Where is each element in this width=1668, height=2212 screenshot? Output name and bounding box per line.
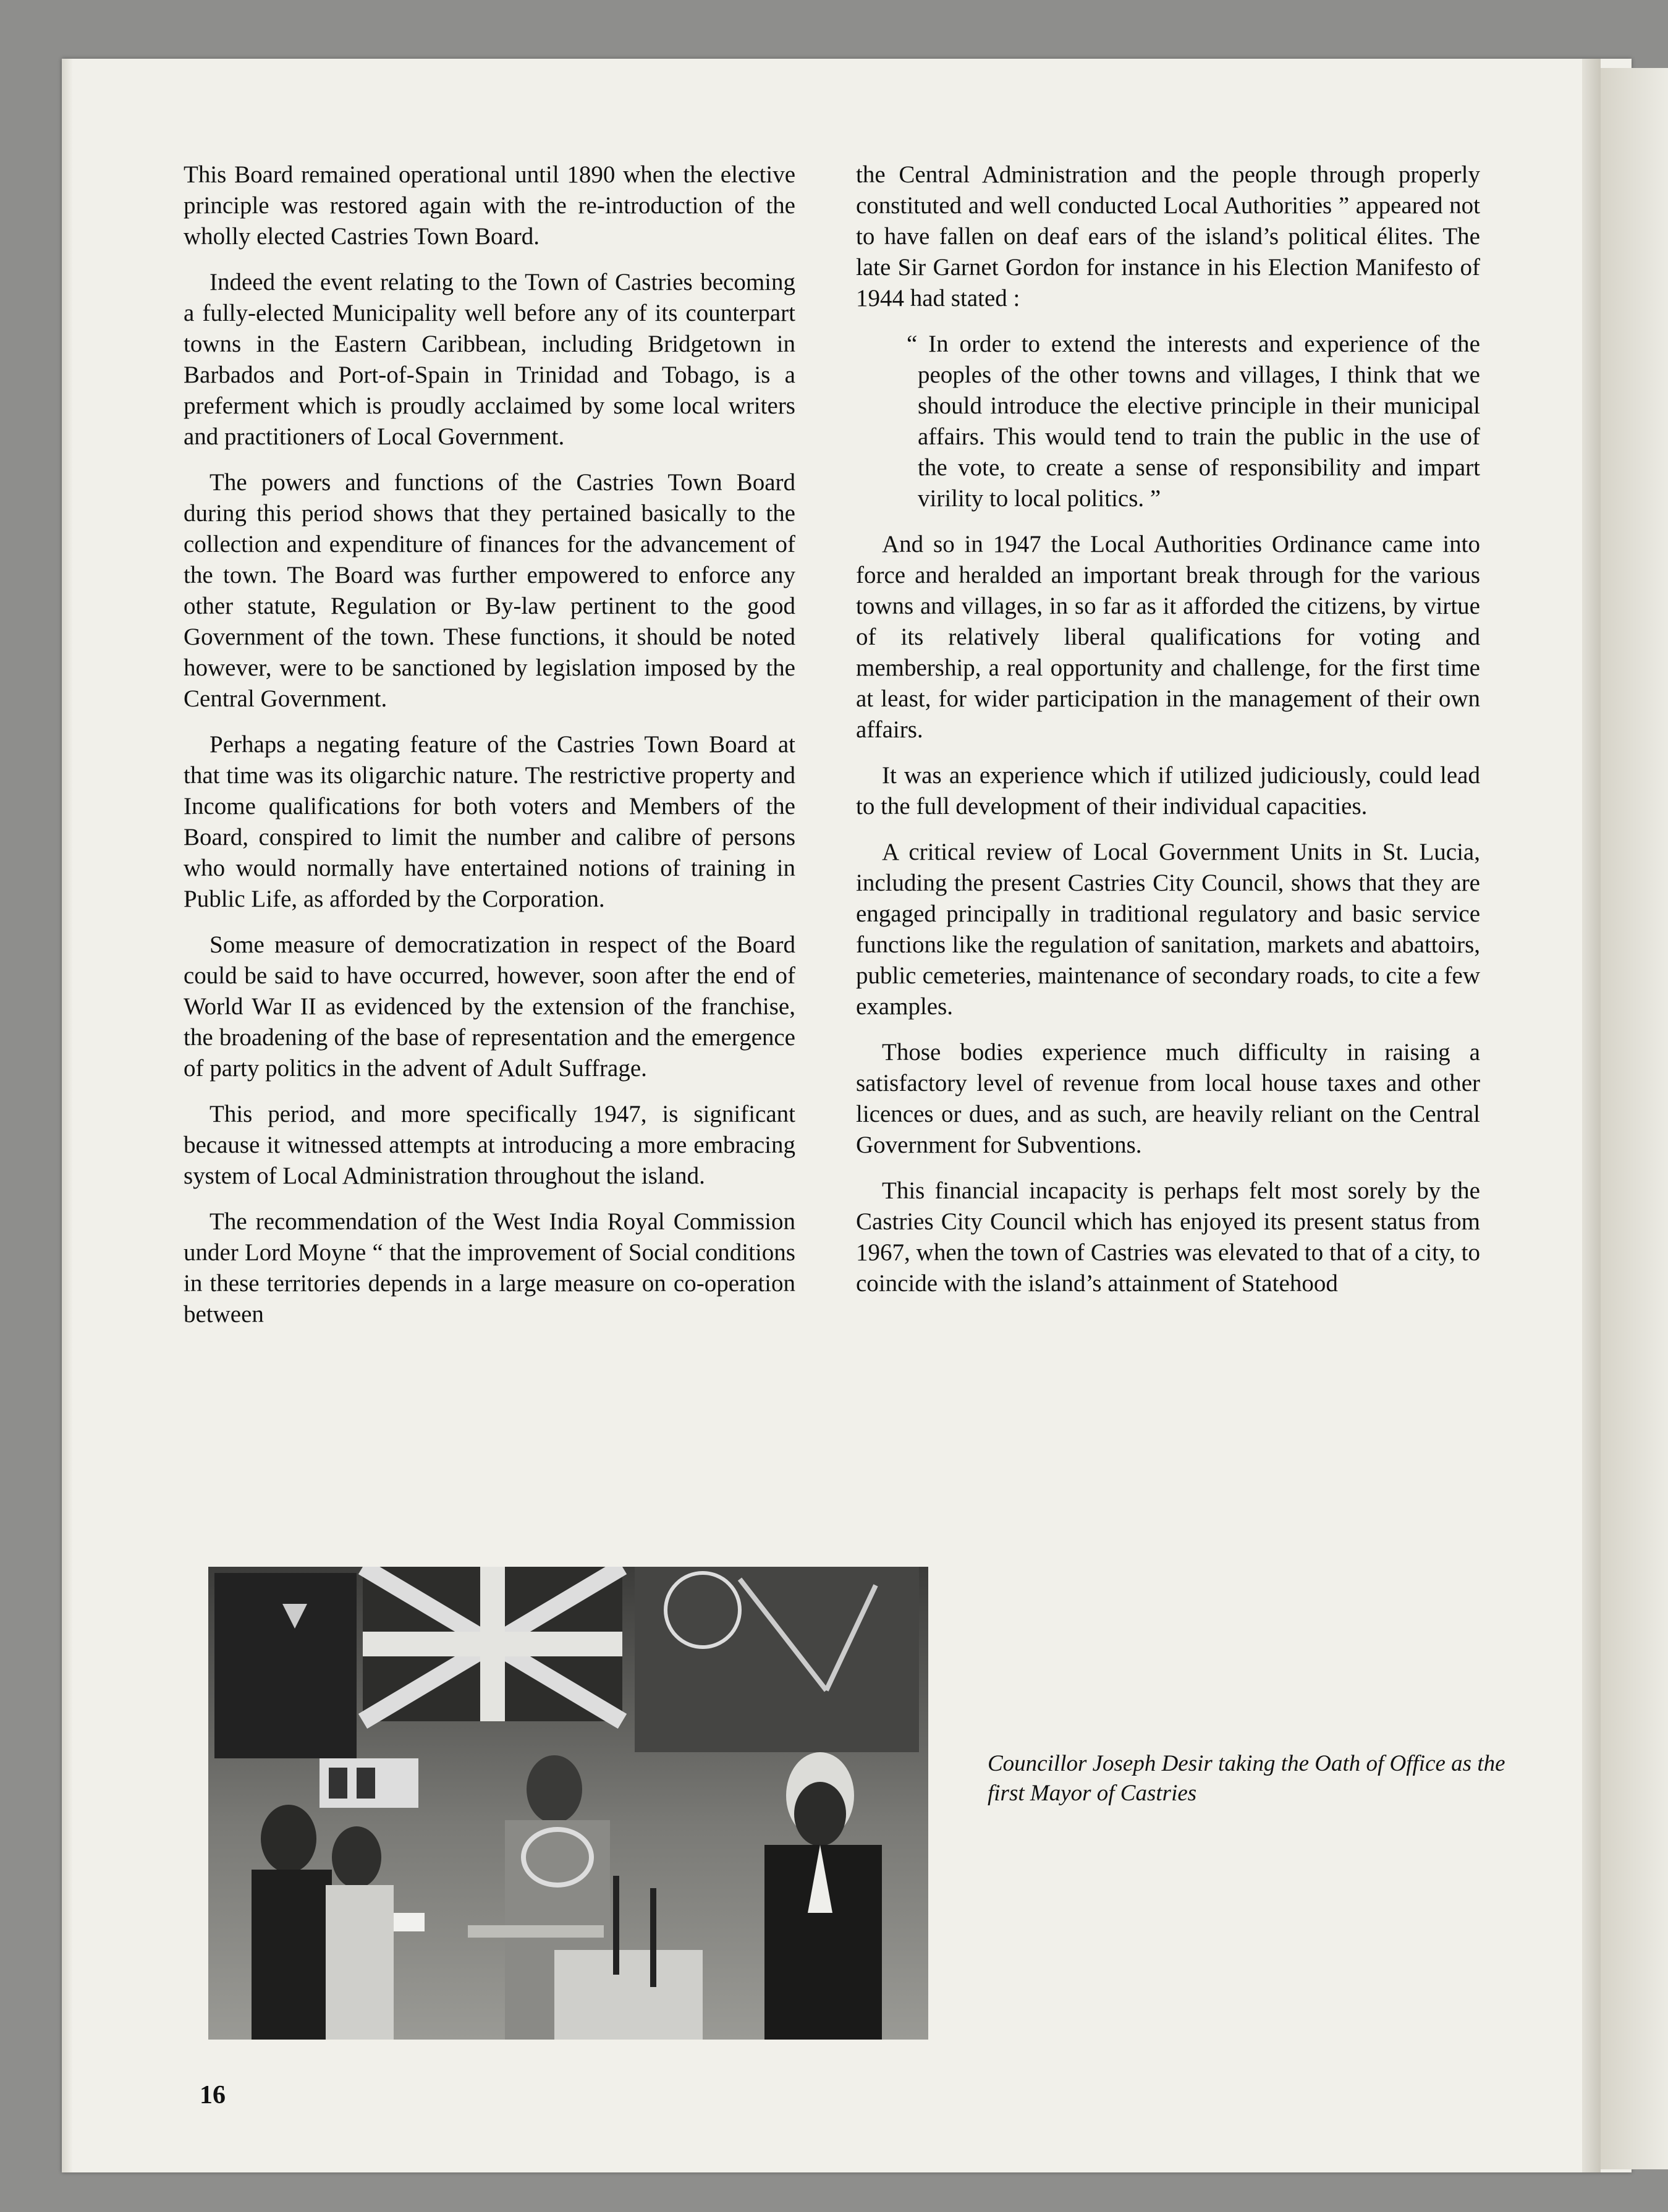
- paragraph: Those bodies experience much difficulty in raising a satisfactory level of revenue from local house taxes and other licences or dues, and as such, are heavily reliant on the Central Government for Subventions.: [856, 1039, 1480, 1158]
- paragraph: This financial incapacity is perhaps felt most sorely by the Castries City Council which has enjoyed its present status from 1967, when the town of Castries was elevated to that of a city, to coincide with the island’s attainment of Statehood: [856, 1177, 1480, 1297]
- paragraph: Some measure of democratization in respect of the Board could be said to have occurred, however, soon after the end of World War II as evidenced by the extension of the franchise, the broadening of the base of representation and the emergence of party politics in the advent of Adult Suffrage.: [184, 931, 795, 1082]
- paragraph: The powers and functions of the Castries Town Board during this period shows that they pertained basically to the collection and expenditure of finances for the advancement of the town. The Board was further empowered to enforce any other statute, Regulation or By-law pertinent to the good Government of the town. These functions, it should be noted however, were to be sanctioned by legislation imposed by the Central Government.: [184, 469, 795, 712]
- paragraph: Indeed the event relating to the Town of Castries becoming a fully-elected Municipality well before any of its counterpart towns in the Eastern Caribbean, including Bridgetown in Barbados and Port-of-Spain in Trinidad and Tobago, is a preferment which is proudly acclaimed by some local writers and practitioners of Local Government.: [184, 269, 795, 450]
- right-text-column: [856, 159, 1480, 1314]
- ceremony-photograph: [208, 1567, 928, 2040]
- page-number: 16: [200, 2081, 226, 2109]
- page-spine: [1582, 59, 1601, 2172]
- paragraph-continuation: the Central Administration and the people through properly constituted and well conducted Local Authorities ” appeared not to have fallen on deaf ears of the island’s political élites. The late Sir Garnet Gordon for instance in his Election Manifesto of 1944 had stated :: [856, 161, 1480, 311]
- page-left-edge: [62, 59, 73, 2172]
- paragraph: And so in 1947 the Local Authorities Ordinance came into force and heralded an important break through for the various towns and villages, in so far as it afforded the citizens, by virtue of its relatively liberal qualifications for voting and membership, a real opportunity and challenge, for the first time at least, for wider participation in the management of their own affairs.: [856, 531, 1480, 743]
- paragraph: It was an experience which if utilized judiciously, could lead to the full development of their individual capacities.: [856, 762, 1480, 820]
- paragraph: A critical review of Local Government Units in St. Lucia, including the present Castries City Council, shows that they are engaged principally in traditional regulatory and basic service functions like the regulation of sanitation, markets and abattoirs, public cemeteries, maintenance of secondary roads, to cite a few examples.: [856, 839, 1480, 1020]
- facing-page-edge: [1601, 68, 1668, 2169]
- block-quote: “ In order to extend the interests and experience of the peoples of the other towns and villages, I think that we should introduce the elective principle in their municipal affairs. This would tend to train the public in the use of the vote, to create a sense of responsibility and impart virility to local politics. ”: [907, 331, 1480, 512]
- left-text-column: [184, 159, 795, 1345]
- paragraph: The recommendation of the West India Royal Commission under Lord Moyne “ that the improvement of Social conditions in these territories depends in a large measure on co-operation between: [184, 1208, 795, 1328]
- paragraph: This period, and more specifically 1947, is significant because it witnessed attempts at introducing a more embracing system of Local Administration throughout the island.: [184, 1101, 795, 1189]
- paragraph: This Board remained operational until 1890 when the elective principle was restored again with the re-introduction of the wholly elected Castries Town Board.: [184, 161, 795, 250]
- photo-caption: Councillor Joseph Desir taking the Oath of Office as the first Mayor of Castries: [988, 1751, 1505, 1806]
- paragraph: Perhaps a negating feature of the Castries Town Board at that time was its oligarchic nature. The restrictive property and Income qualifications for both voters and Members of the Board, conspired to limit the number and calibre of persons who would normally have entertained notions of training in Public Life, as afforded by the Corporation.: [184, 731, 795, 912]
